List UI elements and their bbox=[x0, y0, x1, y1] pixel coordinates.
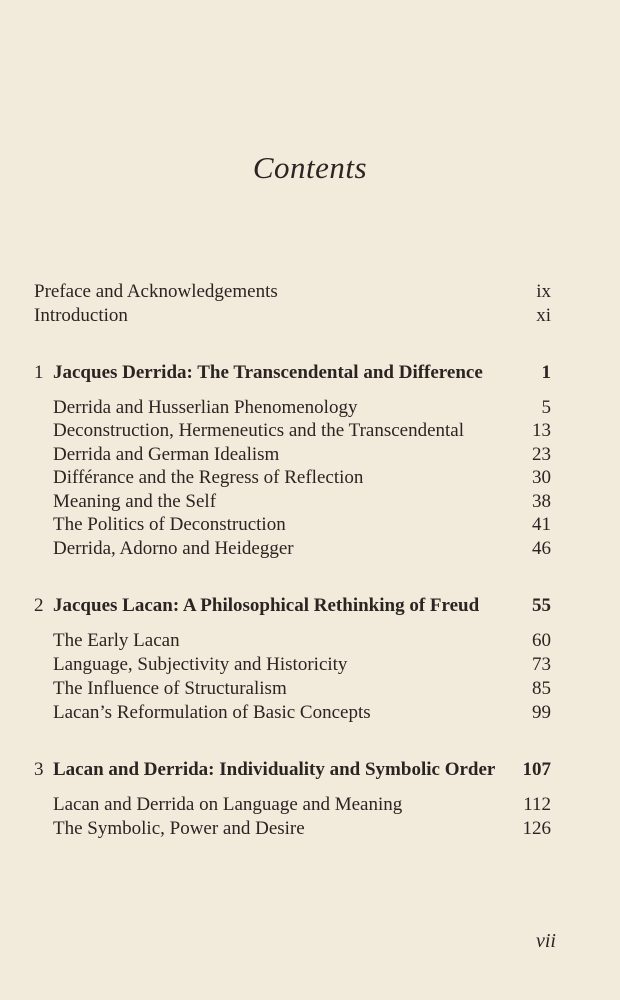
section-title: The Symbolic, Power and Desire bbox=[53, 818, 305, 839]
toc-section bbox=[34, 537, 551, 561]
toc-section bbox=[34, 490, 551, 514]
section-page: 73 bbox=[532, 654, 551, 675]
section-page: 60 bbox=[532, 630, 551, 651]
section-page: 126 bbox=[522, 818, 551, 839]
section-page: 38 bbox=[532, 491, 551, 512]
toc-chapter-3 bbox=[34, 758, 551, 782]
section-page: 85 bbox=[532, 678, 551, 699]
chapter-page: 55 bbox=[532, 595, 551, 616]
toc-section bbox=[34, 466, 551, 490]
toc-section bbox=[34, 443, 551, 467]
chapter-page: 1 bbox=[541, 362, 551, 383]
section-page: 112 bbox=[523, 794, 551, 815]
toc-section bbox=[34, 513, 551, 537]
chapter-number: 1 bbox=[34, 362, 44, 383]
page-title: Contents bbox=[252, 150, 368, 185]
section-page: 99 bbox=[532, 702, 551, 723]
section-page: 23 bbox=[532, 444, 551, 465]
section-page: 30 bbox=[532, 467, 551, 488]
toc-section bbox=[34, 653, 551, 677]
section-title: Lacan’s Reformulation of Basic Concepts bbox=[53, 702, 371, 723]
toc-entry-preface bbox=[34, 280, 551, 304]
section-page: 5 bbox=[541, 397, 551, 418]
section-title: Derrida and Husserlian Phenomenology bbox=[53, 397, 358, 418]
section-title: The Politics of Deconstruction bbox=[53, 514, 286, 535]
toc-section bbox=[34, 629, 551, 653]
section-title: Language, Subjectivity and Historicity bbox=[53, 654, 348, 675]
toc-entry-label: Introduction bbox=[34, 305, 128, 326]
chapter-title: Jacques Derrida: The Transcendental and Difference bbox=[53, 362, 483, 383]
chapter-title: Lacan and Derrida: Individuality and Symbolic Order bbox=[53, 759, 496, 780]
toc-entry-label: Preface and Acknowledgements bbox=[34, 281, 278, 302]
toc-section bbox=[34, 677, 551, 701]
section-page: 13 bbox=[532, 420, 551, 441]
section-title: Lacan and Derrida on Language and Meaning bbox=[53, 794, 403, 815]
page-number: vii bbox=[536, 930, 556, 952]
toc-section bbox=[34, 793, 551, 817]
section-page: 41 bbox=[532, 514, 551, 535]
section-title: Derrida and German Idealism bbox=[53, 444, 280, 465]
section-title: The Early Lacan bbox=[53, 630, 180, 651]
section-title: Derrida, Adorno and Heidegger bbox=[53, 538, 294, 559]
section-title: Deconstruction, Hermeneutics and the Transcendental bbox=[53, 420, 465, 441]
chapter-title: Jacques Lacan: A Philosophical Rethinking of Freud bbox=[53, 595, 480, 616]
toc-chapter-1 bbox=[34, 361, 551, 385]
section-title: Différance and the Regress of Reflection bbox=[53, 467, 364, 488]
toc-section bbox=[34, 701, 551, 725]
toc-section bbox=[34, 396, 551, 420]
toc-entry-page: ix bbox=[536, 281, 551, 302]
toc-entry-introduction bbox=[34, 304, 551, 328]
section-title: Meaning and the Self bbox=[53, 491, 217, 512]
toc-chapter-2 bbox=[34, 594, 551, 618]
section-page: 46 bbox=[532, 538, 551, 559]
toc-entry-page: xi bbox=[536, 305, 551, 326]
chapter-number: 3 bbox=[34, 759, 44, 780]
toc-section bbox=[34, 419, 551, 443]
section-title: The Influence of Structuralism bbox=[53, 678, 287, 699]
chapter-page: 107 bbox=[522, 759, 551, 780]
chapter-number: 2 bbox=[34, 595, 44, 616]
toc-section bbox=[34, 817, 551, 841]
